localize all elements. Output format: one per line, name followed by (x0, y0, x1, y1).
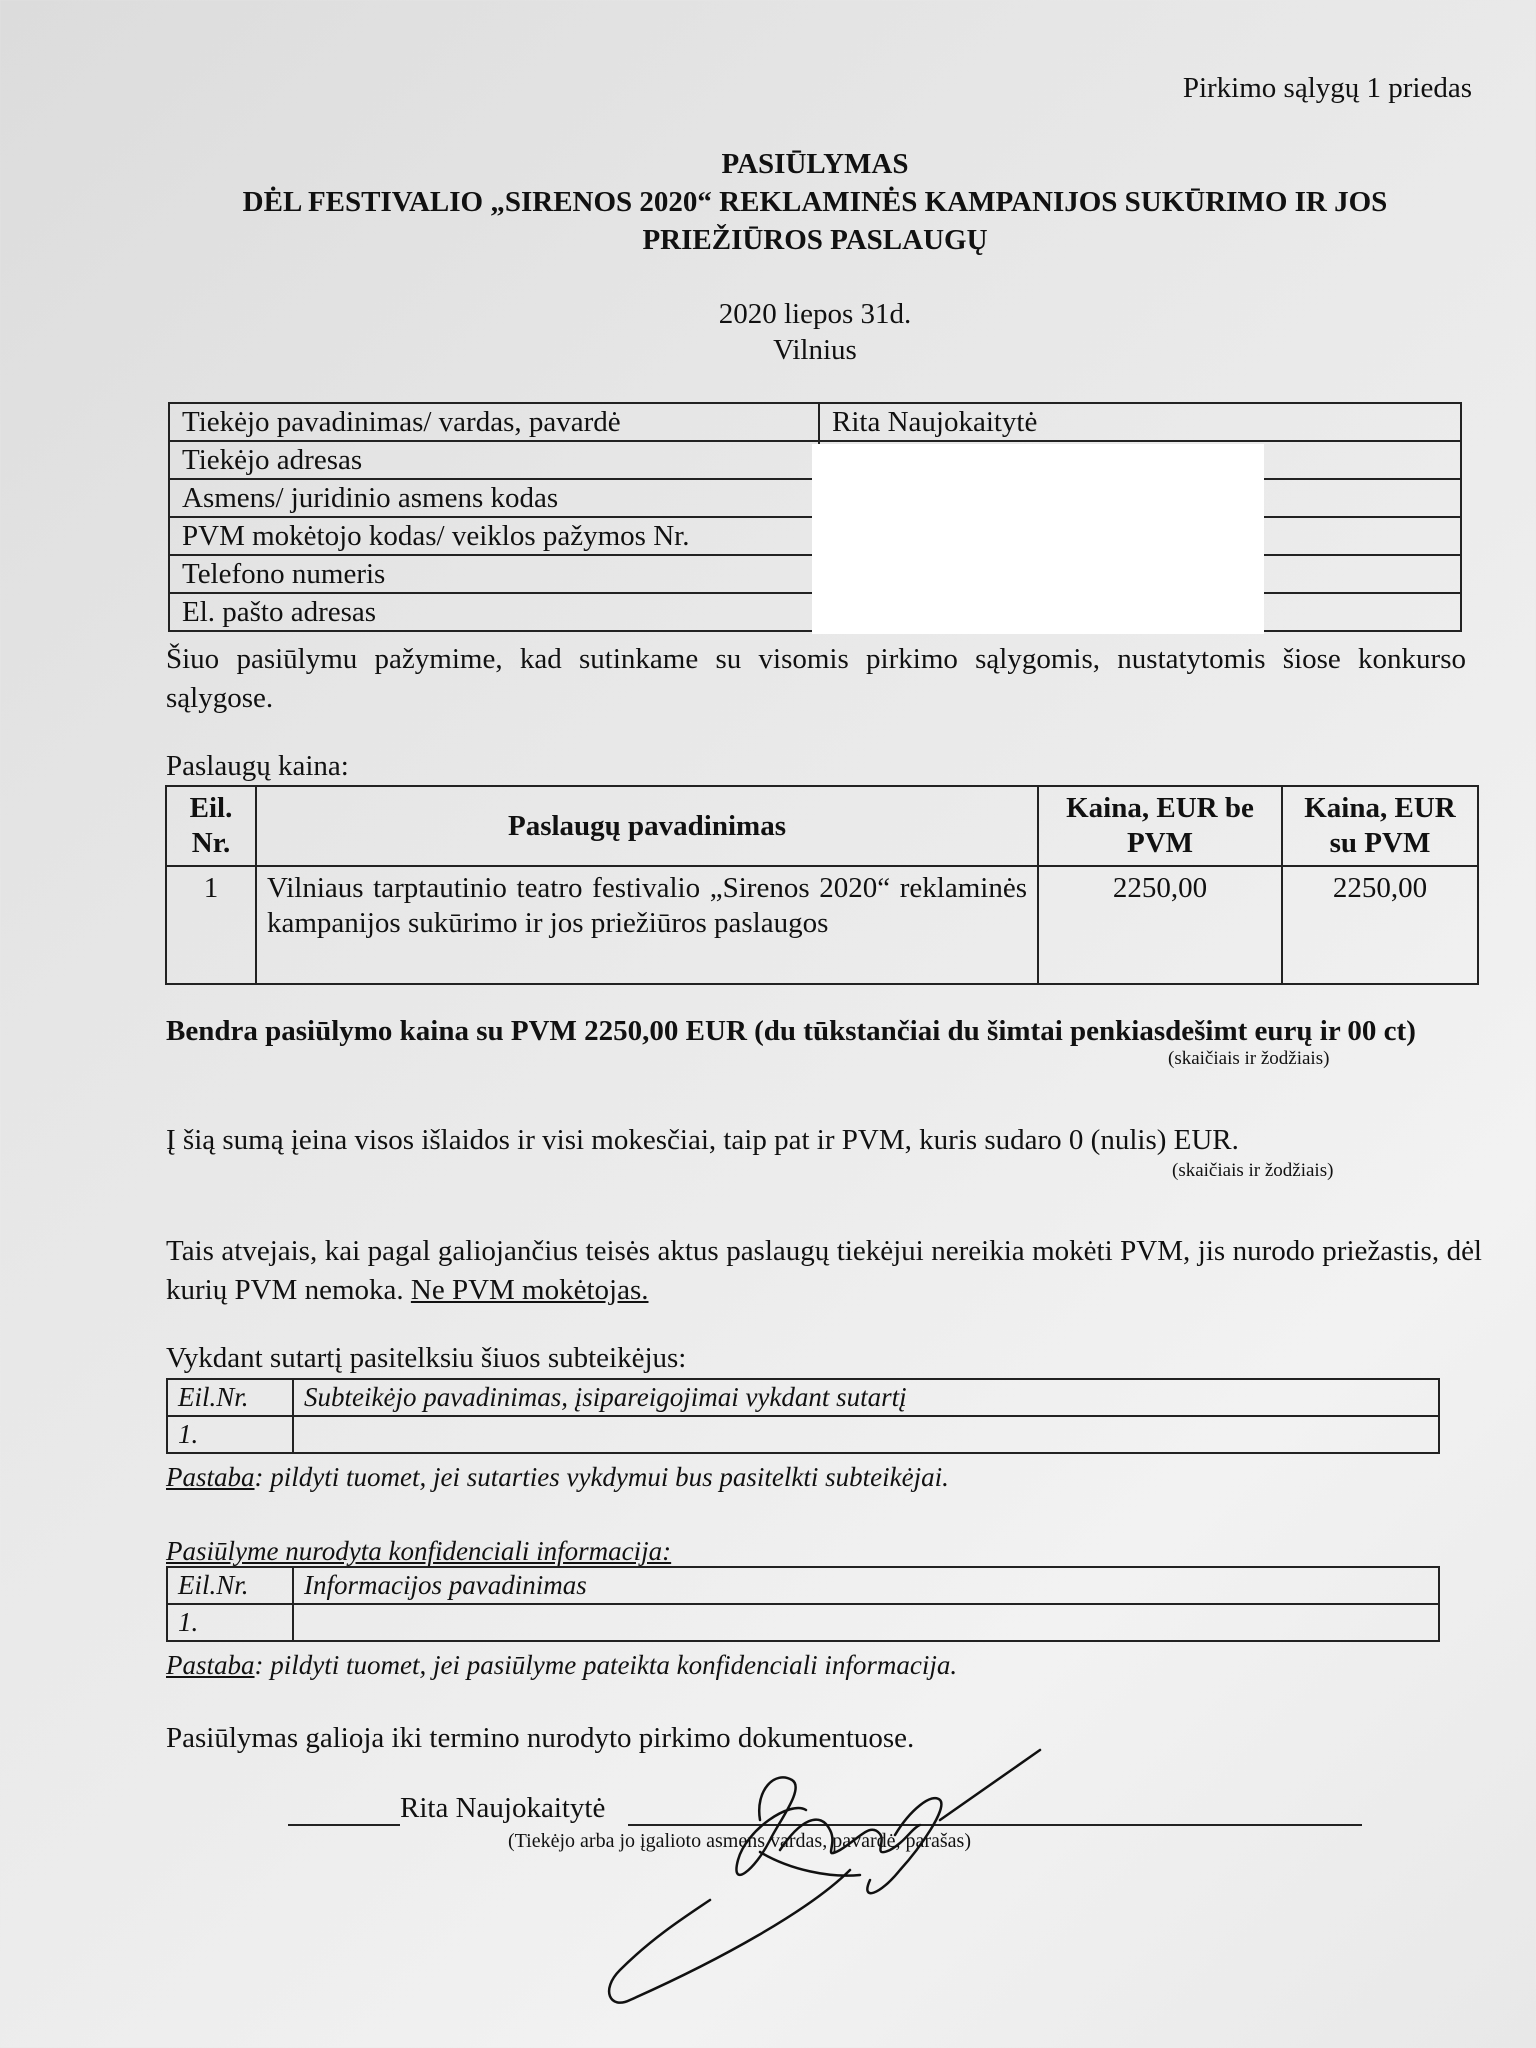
subcontractors-note (166, 1462, 949, 1493)
cell-nr: 1. (167, 1604, 293, 1641)
vat-reason-answer: Ne PVM mokėtojas. (410, 1274, 649, 1306)
subcontractors-table (166, 1378, 1440, 1454)
services-table (165, 785, 1479, 985)
column-header-price-ex: Kaina, EUR be PVM (1038, 786, 1282, 866)
confidential-table (166, 1566, 1440, 1642)
supplier-field-value: Rita Naujokaitytė (819, 403, 1461, 441)
document-city: Vilnius (773, 334, 857, 366)
vat-reason-text: Tais atvejais, kai pagal galiojančius teisės aktus paslaugų tiekėjui nereikia mokėti PVM, jis nurodo priežastis, dėl kurių PVM nemoka. (166, 1235, 1482, 1306)
cell-nr: 1. (167, 1416, 293, 1453)
column-header-name: Paslaugų pavadinimas (256, 786, 1038, 866)
confidential-caption (166, 1536, 671, 1567)
subcontractors-caption: Vykdant sutartį pasitelksiu šiuos subteikėjus: (166, 1342, 687, 1374)
note-text: : pildyti tuomet, jei pasiūlyme pateikta konfidenciali informacija. (254, 1650, 958, 1680)
table-header-row (167, 1567, 1439, 1604)
table-header-row (167, 1379, 1439, 1416)
signature-line-left (288, 1824, 400, 1826)
annex-label: Pirkimo sąlygų 1 priedas (1182, 72, 1472, 104)
column-header-name: Subteikėjo pavadinimas, įsipareigojimai vykdant sutartį (293, 1379, 1439, 1416)
confidential-caption-text: Pasiūlyme nurodyta konfidenciali informacija: (166, 1536, 672, 1566)
supplier-field-label: Telefono numeris (169, 555, 819, 593)
confidential-note (166, 1650, 957, 1681)
supplier-field-label: Tiekėjo adresas (169, 441, 819, 479)
table-header-row (166, 786, 1478, 866)
cell-service-name: Vilniaus tarptautinio teatro festivalio „Sirenos 2020“ reklaminės kampanijos sukūrimo ir jos priežiūros paslaugos (256, 866, 1038, 984)
document-date: 2020 liepos 31d. (718, 298, 912, 330)
column-header-name: Informacijos pavadinimas (293, 1567, 1439, 1604)
supplier-field-label: El. pašto adresas (169, 593, 819, 631)
supplier-field-label: Tiekėjo pavadinimas/ vardas, pavardė (169, 403, 819, 441)
table-row (166, 866, 1478, 984)
cell-empty (293, 1416, 1439, 1453)
note-label: Pastaba (166, 1462, 255, 1492)
signature-caption: (Tiekėjo arba jo įgalioto asmens vardas, pavardė, parašas) (508, 1830, 971, 1852)
cell-price-inc: 2250,00 (1282, 866, 1478, 984)
document-title-line3: PRIEŽIŪROS PASLAUGŲ (642, 224, 988, 256)
includes-text: Į šią sumą įeina visos išlaidos ir visi mokesčiai, taip pat ir PVM, kuris sudaro 0 (nulis) EUR. (166, 1124, 1239, 1156)
agreement-paragraph: Šiuo pasiūlymu pažymime, kad sutinkame su visomis pirkimo sąlygomis, nustatytomis šiose konkurso sąlygose. (166, 643, 1466, 714)
column-header-nr: Eil.Nr. (167, 1379, 293, 1416)
vat-reason-paragraph (166, 1232, 1482, 1310)
table-row (167, 1604, 1439, 1641)
supplier-field-label: PVM mokėtojo kodas/ veiklos pažymos Nr. (169, 517, 819, 555)
column-header-nr: Eil.Nr. (167, 1567, 293, 1604)
handwritten-signature (560, 1730, 1060, 2030)
words-note: (skaičiais ir žodžiais) (1172, 1160, 1334, 1181)
total-price-text: Bendra pasiūlymo kaina su PVM 2250,00 EUR (du tūkstančiai du šimtai penkiasdešimt eurų ir 00 ct) (166, 1015, 1416, 1047)
table-row (167, 1416, 1439, 1453)
signer-name: Rita Naujokaitytė (400, 1792, 606, 1824)
services-caption: Paslaugų kaina: (166, 750, 349, 782)
cell-price-ex: 2250,00 (1038, 866, 1282, 984)
column-header-price-inc: Kaina, EUR su PVM (1282, 786, 1478, 866)
table-row (169, 403, 1461, 441)
note-label: Pastaba (166, 1650, 255, 1680)
document-title: PASIŪLYMAS (721, 148, 909, 180)
note-text: : pildyti tuomet, jei sutarties vykdymui bus pasitelkti subteikėjai. (254, 1462, 949, 1492)
supplier-field-label: Asmens/ juridinio asmens kodas (169, 479, 819, 517)
redaction-box (812, 444, 1264, 634)
validity-text: Pasiūlymas galioja iki termino nurodyto pirkimo dokumentuose. (166, 1722, 915, 1754)
cell-nr: 1 (166, 866, 256, 984)
document-title-line2: DĖL FESTIVALIO „SIRENOS 2020“ REKLAMINĖS KAMPANIJOS SUKŪRIMO IR JOS (242, 186, 1388, 218)
column-header-nr: Eil. Nr. (166, 786, 256, 866)
words-note: (skaičiais ir žodžiais) (1168, 1048, 1330, 1069)
cell-empty (293, 1604, 1439, 1641)
